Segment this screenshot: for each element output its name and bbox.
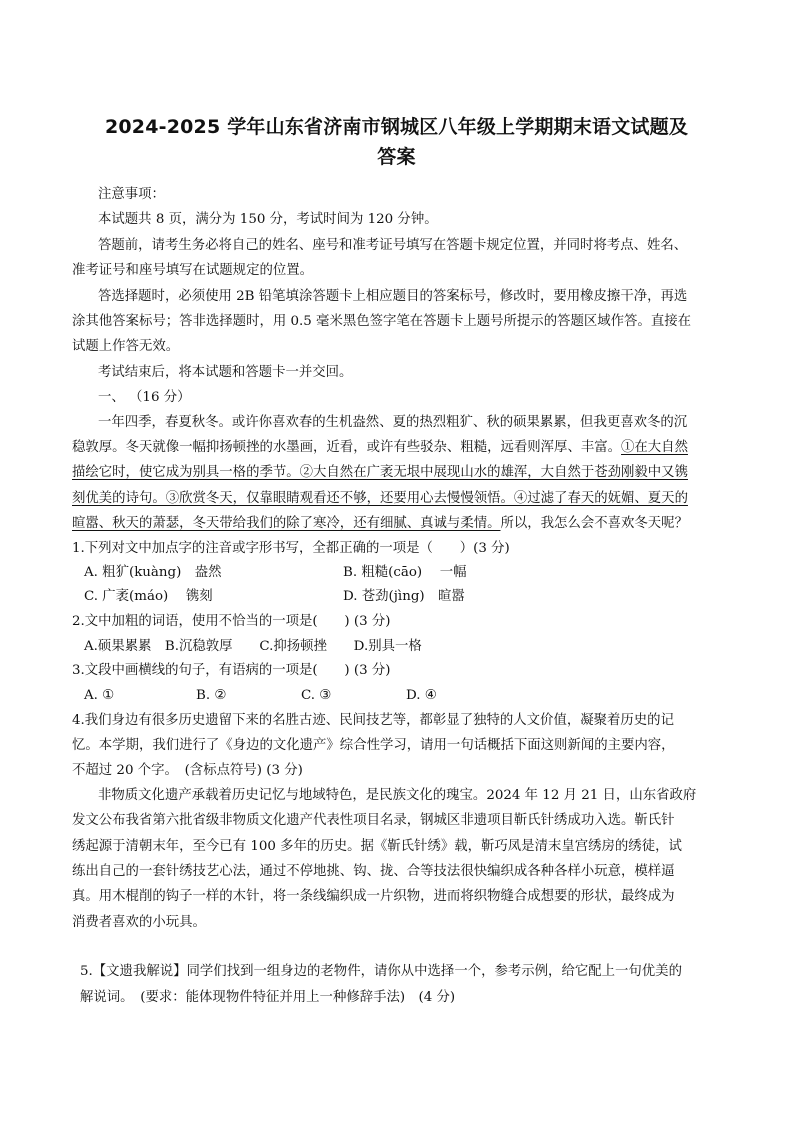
question-3-option-a: A. ① [84, 688, 115, 703]
question-2-stem: 2.文中加粗的词语，使用不恰当的一项是( ) (3 分) [72, 614, 391, 629]
section-heading: 一、 （16 分） [98, 390, 191, 405]
page-title: 2024-2025 学年山东省济南市钢城区八年级上学期期末语文试题及 [104, 116, 689, 138]
passage-text: 稳敦厚。冬天就像一幅抑扬顿挫的水墨画，近看，或许有些驳杂、粗糙，远看则浑厚、丰富。 [72, 440, 622, 455]
passage-line-1: 一年四季，春夏秋冬。或许你喜欢春的生机盎然、夏的热烈粗犷、秋的硕果累累，但我更喜欢冬的沉 [98, 415, 688, 430]
question-4-stem: 4.我们身边有很多历史遗留下来的名胜古迹、民间技艺等，都彰显了独特的人文价值，凝聚着历史的记 [72, 713, 674, 728]
question-1-option-a: A. 粗犷(kuàng) 盎然 [84, 565, 222, 580]
question-1-option-d: D. 苍劲(jìng) 暄嚣 [343, 589, 465, 604]
question-4-stem-end: 不超过 20 个字。 (含标点符号) (3 分) [72, 763, 303, 778]
news-line-5: 真。用木棍削的钩子一样的木针，将一条线编织成一片织物，进而将织物缝合成想要的形状，最终成为 [72, 889, 675, 904]
question-1-stem: 1.下列对文中加点字的注音或字形书写，全都正确的一项是（ ）(3 分) [72, 541, 510, 556]
question-1-option-b: B. 粗糙(cāo) 一幅 [343, 565, 467, 580]
question-3-option-d: D. ④ [406, 688, 437, 703]
underlined-sentence-4: 暄嚣、秋天的萧瑟，冬天带给我们的除了寒冷，还有细腻、真诚与柔情。 [72, 516, 501, 531]
passage-line-4: 刻优美的诗句。③欣赏冬天，仅靠眼睛观看还不够，还要用心去慢慢领悟。④过滤了春天的妩媚、夏天的 [72, 491, 688, 506]
question-1-option-c: C. 广袤(máo) 镌刻 [84, 589, 213, 604]
page-title-continued: 答案 [377, 146, 416, 168]
passage-text: 所以，我怎么会不喜欢冬天呢？ [500, 516, 688, 531]
passage-line-3: 描绘它时，使它成为别具一格的季节。②大自然在广袤无垠中展现山水的雄浑，大自然于苍劲刚毅中又镌 [72, 465, 688, 480]
news-line-6: 消费者喜欢的小玩具。 [72, 915, 206, 930]
notice-item-3-end: 试题上作答无效。 [72, 339, 180, 354]
notice-item-1: 本试题共 8 页，满分为 150 分，考试时间为 120 分钟。 [98, 212, 438, 227]
question-5-stem-cont: 解说词。 (要求：能体现物件特征并用上一种修辞手法) (4 分) [80, 990, 456, 1005]
notice-heading: 注意事项： [98, 187, 165, 202]
notice-item-2: 答题前，请考生务必将自己的姓名、座号和准考证号填写在答题卡规定位置，并同时将考点、姓名、 [98, 238, 688, 253]
passage-line-2 [72, 438, 688, 458]
news-line-2: 发文公布我省第六批省级非物质文化遗产代表性项目名录，钢城区非遗项目靳氏针绣成功入选。靳氏针 [72, 813, 675, 828]
passage-line-5 [72, 514, 688, 534]
underlined-sentence-1: ①在大自然 [621, 440, 688, 455]
news-line-3: 绣起源于清朝末年，至今已有 100 多年的历史。据《靳氏针绣》载，靳巧凤是清末皇宫绣房的绣徒，试 [72, 839, 682, 854]
notice-item-3-cont: 涂其他答案标号；答非选择题时，用 0.5 毫米黑色签字笔在答题卡上题号所提示的答题区域作答。直接在 [72, 314, 691, 329]
question-5-stem: 5.【文遗我解说】同学们找到一组身边的老物件，请你从中选择一个，参考示例，给它配上一句优美的 [80, 964, 682, 979]
news-line-1: 非物质文化遗产承载着历史记忆与地域特色，是民族文化的瑰宝。2024 年 12 月 21 日，山东省政府 [98, 788, 697, 803]
notice-item-4: 考试结束后，将本试题和答题卡一并交回。 [98, 365, 353, 380]
question-3-option-b: B. ② [196, 688, 227, 703]
question-2-options: A.硕果累累 B.沉稳敦厚 C.抑扬顿挫 D.别具一格 [84, 639, 422, 654]
news-line-4: 练出自己的一套针绣技艺心法，通过不停地挑、钩、拢、合等技法很快编织成各种各样小玩意，模样逼 [72, 864, 675, 879]
notice-item-2-cont: 准考证号和座号填写在试题规定的位置。 [72, 263, 314, 278]
question-4-stem-cont: 忆。本学期，我们进行了《身边的文化遗产》综合性学习，请用一句话概括下面这则新闻的主要内容， [72, 738, 675, 753]
notice-item-3: 答选择题时，必须使用 2B 铅笔填涂答题卡上相应题目的答案标号，修改时，要用橡皮擦干净，再选 [98, 289, 688, 304]
question-3-option-c: C. ③ [301, 688, 332, 703]
question-3-stem: 3.文段中画横线的句子，有语病的一项是( ) (3 分) [72, 663, 391, 678]
